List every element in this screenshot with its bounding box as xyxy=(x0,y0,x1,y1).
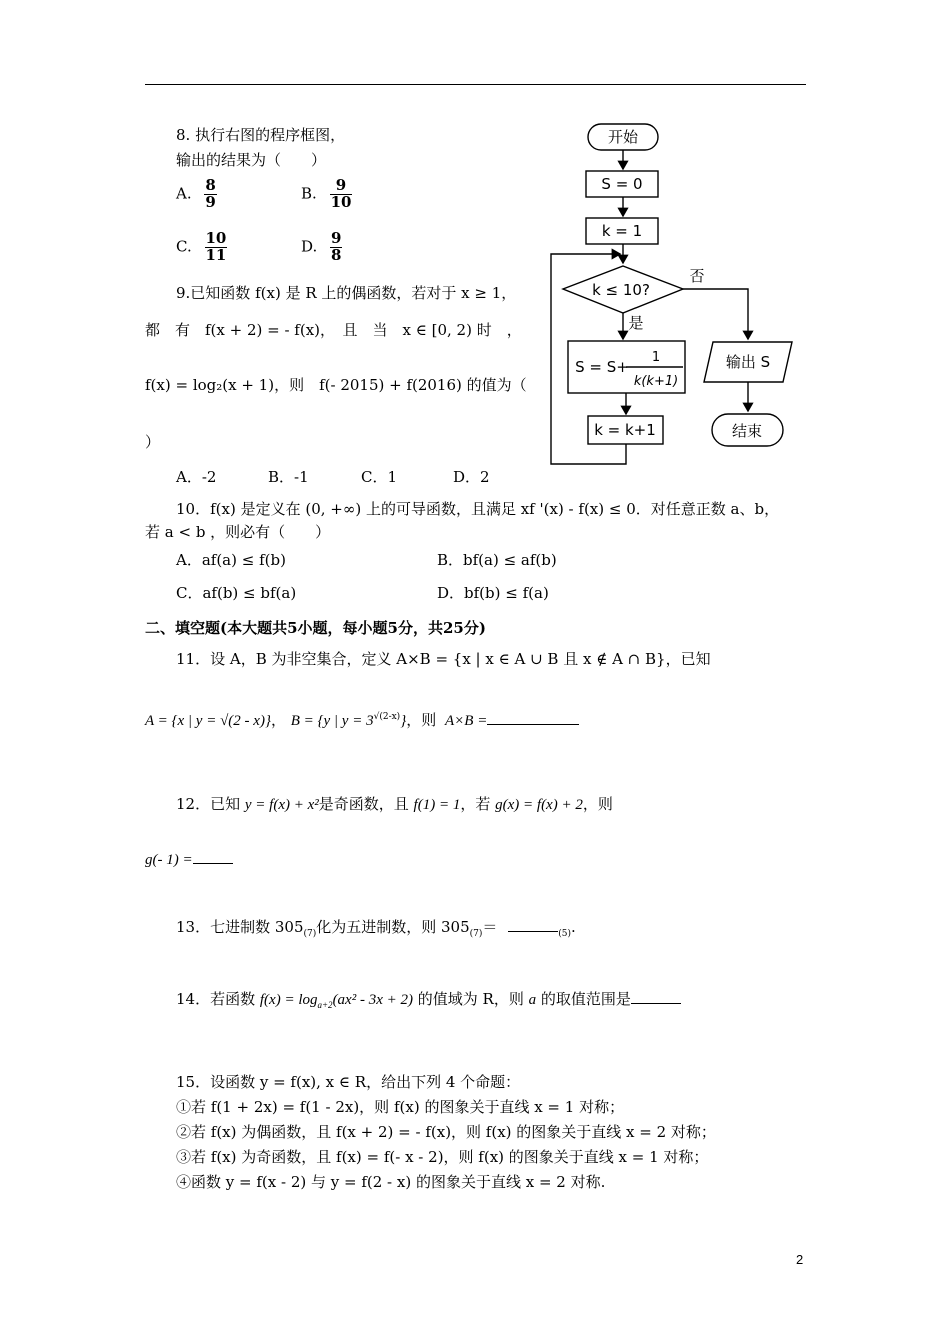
q8-line2: 输出的结果为（ ） xyxy=(176,151,327,169)
q15-line1: 15．设函数 y = f(x), x ∈ R，给出下列 4 个命题： xyxy=(176,1073,521,1091)
q11-line1: 11．设 A，B 为非空集合，定义 A×B = {x | x ∈ A ∪ B 且 x ∉ A ∩ B}，已知 xyxy=(176,650,711,668)
q15-item-4: ④函数 y = f(x - 2) 与 y = f(2 - x) 的图象关于直线 x = 2 对称. xyxy=(176,1173,606,1191)
q10-line2: 若 a < b ，则必有（ ） xyxy=(145,523,331,541)
flow-condition-label: k ≤ 10? xyxy=(592,281,650,299)
flowchart xyxy=(540,115,800,475)
header-rule xyxy=(145,84,806,85)
q8-option-a: A. $\frac{8}{9}$ xyxy=(176,176,216,211)
q12-line1: 12．已知 y = f(x) + x²是奇函数，且 f(1) = 1，若 g(x) = f(x) + 2，则 xyxy=(176,795,613,813)
flow-no-label: 否 xyxy=(689,267,705,285)
q13-line: 13．七进制数 $305_{(7)}$化为五进制数，则 $305_{(7)}= _{(5)}$. xyxy=(176,918,576,939)
q11-line2: A = {x | y = √(2 - x)}， B = {y | $y = 3^{√(2-x)}$}，则 A×B = xyxy=(145,711,579,730)
q8-option-c: C. $\frac{10}{11}$ xyxy=(176,229,227,264)
q9-option-b: B．-1 xyxy=(268,468,309,486)
q9-option-d: D．2 xyxy=(453,468,490,486)
q9-line2: 都 有 f(x + 2) = - f(x)， 且 当 x ∈ [0, 2) 时 ， xyxy=(145,321,522,339)
q9-line4: ） xyxy=(145,433,161,451)
q10-option-c: C．af(b) ≤ bf(a) xyxy=(176,584,297,602)
q8-option-b: B. $\frac{9}{10}$ xyxy=(301,176,352,211)
q10-option-a: A．af(a) ≤ f(b) xyxy=(176,551,286,569)
q8-option-d: D. $\frac{9}{8}$ xyxy=(301,229,342,264)
q10-line1: 10．f(x) 是定义在 (0, +∞) 上的可导函数，且满足 xf '(x) - f(x) ≤ 0．对任意正数 a、b， xyxy=(176,500,780,518)
flow-update-k-label: k = k+1 xyxy=(594,421,656,439)
flow-update-s-num: 1 xyxy=(651,350,661,365)
flow-yes-label: 是 xyxy=(628,314,644,332)
q9-option-c: C．1 xyxy=(361,468,398,486)
flow-update-s-den: k(k+1) xyxy=(633,374,679,389)
q10-option-d: D．bf(b) ≤ f(a) xyxy=(437,584,549,602)
page-number: 2 xyxy=(796,1252,804,1267)
q9-line3: f(x) = log₂(x + 1)，则 f(- 2015) + f(2016) 的值为（ xyxy=(145,376,527,394)
q14-line: 14．若函数 $f(x) = \log_{a+2}(ax^2 - 3x + 2)$ 的值域为 R，则 a 的取值范围是 xyxy=(176,990,681,1011)
flow-init-s-label: S = 0 xyxy=(601,175,643,193)
q9-line1: 9.已知函数 f(x) 是 R 上的偶函数，若对于 x ≥ 1， xyxy=(176,284,517,302)
q15-item-3: ③若 f(x) 为奇函数，且 f(x) = f(- x - 2)，则 f(x) 的图象关于直线 x = 1 对称； xyxy=(176,1148,709,1166)
q15-item-1: ①若 f(1 + 2x) = f(1 - 2x)，则 f(x) 的图象关于直线 x = 1 对称； xyxy=(176,1098,625,1116)
q12-line2: g(- 1) = xyxy=(145,850,233,869)
q9-option-a: A．-2 xyxy=(176,468,217,486)
flow-update-s-prefix: S = S+ xyxy=(575,358,629,376)
flow-start-label: 开始 xyxy=(607,128,639,146)
flow-output-label: 输出 S xyxy=(725,353,771,371)
flow-init-k-label: k = 1 xyxy=(601,222,643,240)
q8-line1: 8. 执行右图的程序框图， xyxy=(176,126,346,144)
q15-item-2: ②若 f(x) 为偶函数，且 f(x + 2) = - f(x)，则 f(x) 的图象关于直线 x = 2 对称； xyxy=(176,1123,716,1141)
q10-option-b: B．bf(a) ≤ af(b) xyxy=(437,551,557,569)
flow-end-label: 结束 xyxy=(731,422,763,440)
section-title-fill-in: 二、填空题(本大题共5小题，每小题5分，共25分) xyxy=(145,619,486,637)
